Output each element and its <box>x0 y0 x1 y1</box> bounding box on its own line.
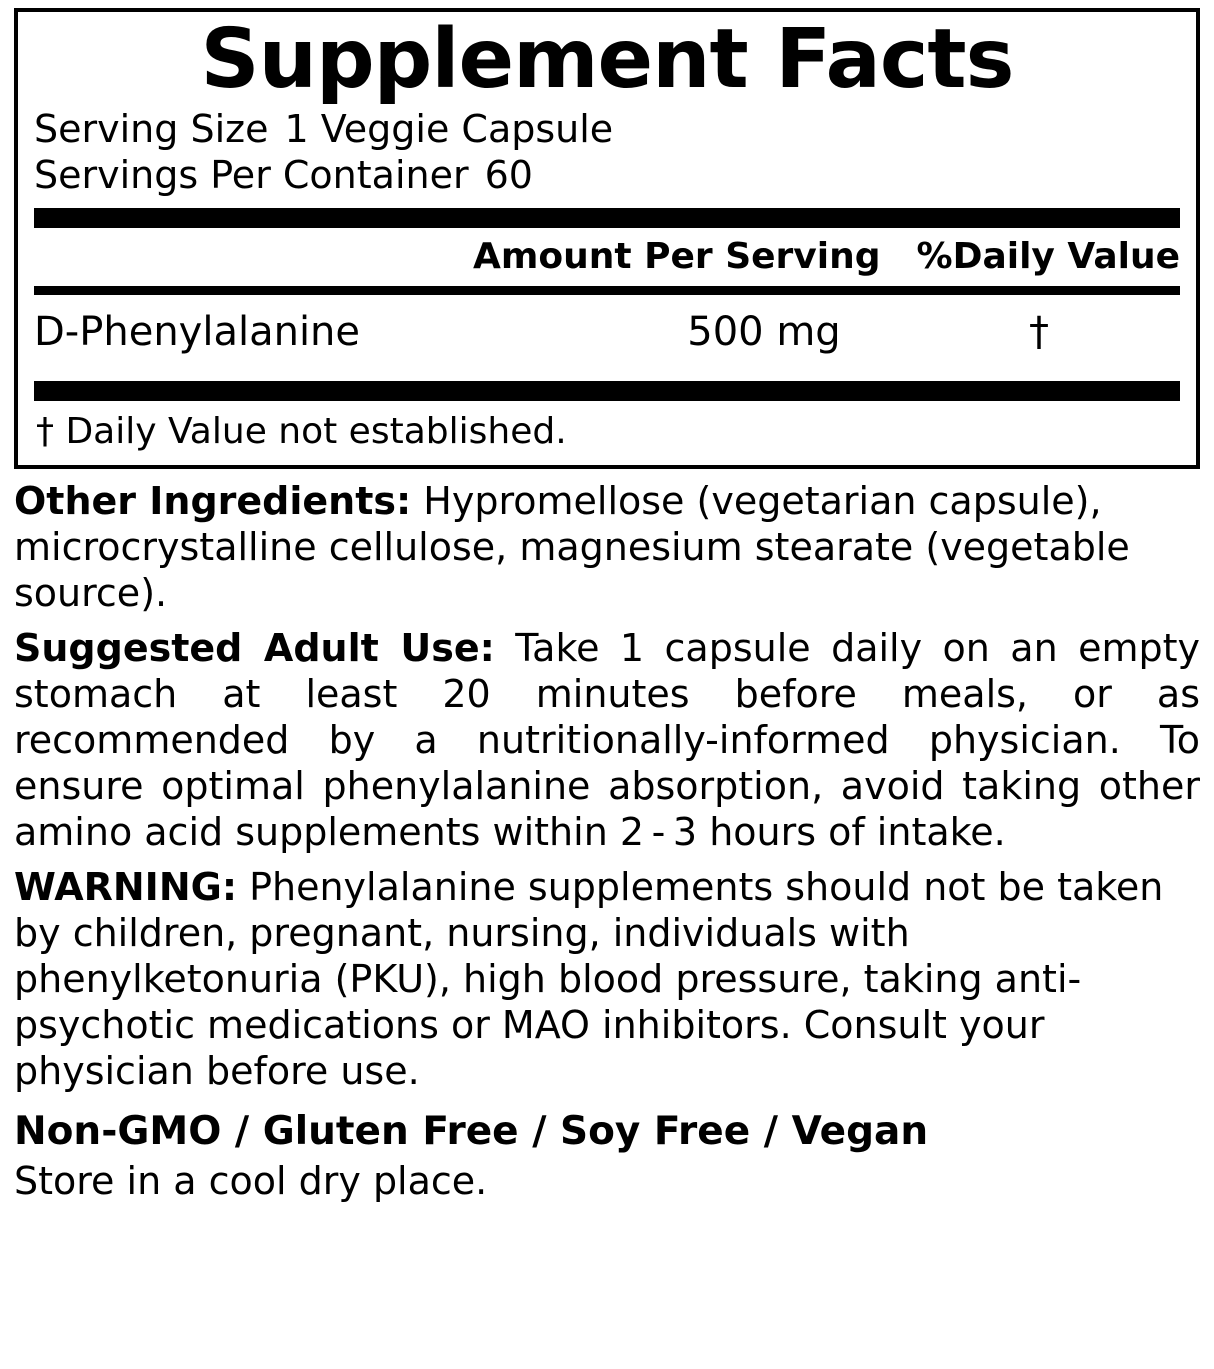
other-ingredients-text: Hypromellose (vegetarian capsule), microcrystalline cellulose, magnesium stearate (vegetable source). <box>14 479 1130 615</box>
daily-value-footnote: † Daily Value not established. <box>36 411 567 452</box>
divider-thick-bottom <box>34 381 1180 401</box>
serving-size-value: 1 Veggie Capsule <box>284 107 614 151</box>
warning-text: Phenylalanine supplements should not be taken by children, pregnant, nursing, individuals with phenylketonuria (PKU), high blood pressure, taking anti-psychotic medications or MAO inhibitors. Consult your physician before use. <box>14 865 1164 1093</box>
suggested-use-paragraph <box>14 625 1200 855</box>
storage-instructions: Store in a cool dry place. <box>14 1159 488 1203</box>
suggested-use-text: Take 1 capsule daily on an empty stomach at least 20 minutes before meals, or as recommended by a nutritionally-informed physician. To ensure optimal phenylalanine absorption, avoid taking other amino acid supplements within 2 - 3 hours of intake. <box>14 626 1201 854</box>
servings-per-container-value: 60 <box>484 153 533 197</box>
table-row <box>34 295 1180 371</box>
nutrient-name: D-Phenylalanine <box>34 309 361 355</box>
nutrient-amount: 500 mg <box>687 309 841 355</box>
warning-label: WARNING: <box>14 865 238 909</box>
column-headers <box>34 228 1180 286</box>
servings-per-container-label: Servings Per Container <box>34 153 469 197</box>
servings-per-container-line <box>34 152 1180 198</box>
nutrient-daily-value: † <box>1029 309 1049 355</box>
product-claims: Non-GMO / Gluten Free / Soy Free / Vegan <box>14 1109 929 1154</box>
other-ingredients-label: Other Ingredients: <box>14 479 412 523</box>
divider-under-headers <box>34 286 1180 295</box>
daily-value-header: %Daily Value <box>916 236 1180 277</box>
serving-size-line <box>34 106 1180 152</box>
divider-thick-top <box>34 208 1180 228</box>
other-ingredients-paragraph <box>14 478 1200 616</box>
amount-per-serving-header: Amount Per Serving <box>473 236 881 277</box>
supplement-facts-panel <box>14 8 1200 469</box>
warning-paragraph <box>14 864 1200 1094</box>
panel-title: Supplement Facts <box>200 12 1014 107</box>
serving-size-label: Serving Size <box>34 107 269 151</box>
suggested-use-label: Suggested Adult Use: <box>14 626 495 670</box>
